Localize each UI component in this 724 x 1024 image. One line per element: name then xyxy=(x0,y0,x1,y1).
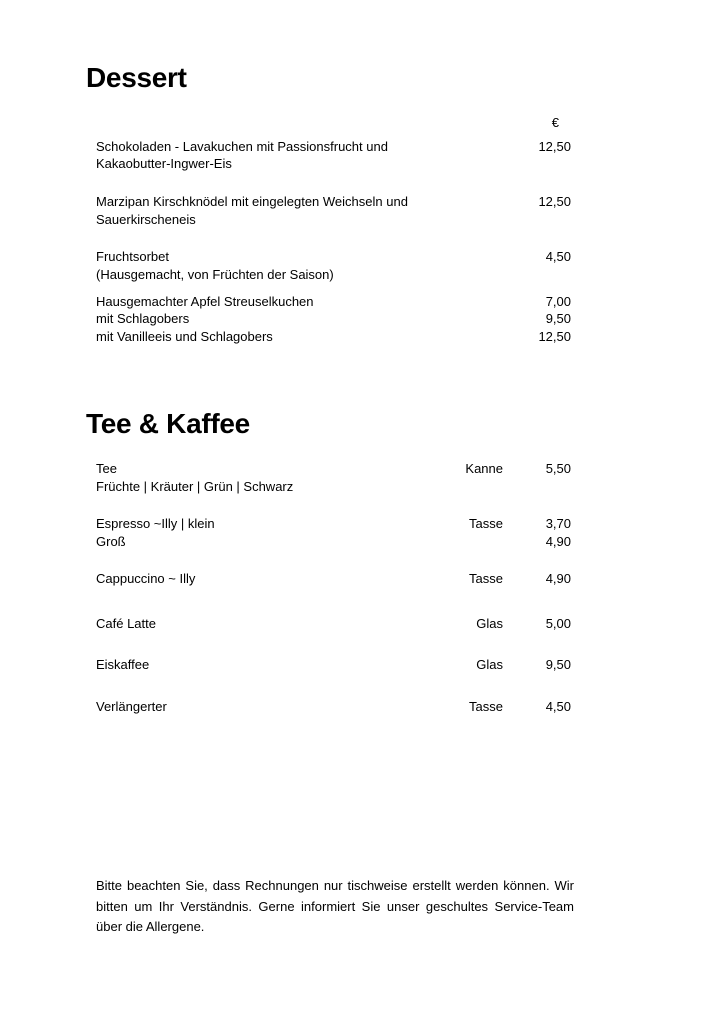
menu-item-variant: mit Vanilleeis und Schlagobers xyxy=(96,329,273,344)
menu-item-description: Früchte | Kräuter | Grün | Schwarz xyxy=(96,479,294,494)
menu-item-unit: Tasse xyxy=(469,516,503,531)
section-title-drinks: Tee & Kaffee xyxy=(86,408,250,439)
menu-item-name: Schokoladen - Lavakuchen mit Passionsfrucht und xyxy=(96,139,388,154)
menu-item-price: 4,50 xyxy=(545,249,571,264)
menu-item-name: Eiskaffee xyxy=(96,657,150,672)
menu-item-unit: Kanne xyxy=(465,461,503,476)
section-title-dessert: Dessert xyxy=(86,62,187,93)
menu-item-price: 4,90 xyxy=(545,534,571,549)
menu-item-unit: Tasse xyxy=(469,699,503,714)
menu-item-unit: Tasse xyxy=(469,571,503,586)
menu-item-name: Tee xyxy=(96,461,117,476)
menu-item-description: Sauerkirscheneis xyxy=(96,212,196,227)
menu-item-name: Café Latte xyxy=(96,616,156,631)
menu-item-price: 12,50 xyxy=(538,329,571,344)
menu-item-price: 9,50 xyxy=(545,657,571,672)
menu-item-price: 3,70 xyxy=(545,516,571,531)
menu-item-description: (Hausgemacht, von Früchten der Saison) xyxy=(96,267,334,282)
menu-item-name: Hausgemachter Apfel Streuselkuchen xyxy=(96,294,314,309)
menu-item-variant: Groß xyxy=(96,534,126,549)
menu-item-name: Marzipan Kirschknödel mit eingelegten Weichseln und xyxy=(96,194,408,209)
menu-item-description: Kakaobutter-Ingwer-Eis xyxy=(96,156,232,171)
menu-item-price: 12,50 xyxy=(538,194,571,209)
menu-item-variant: mit Schlagobers xyxy=(96,311,190,326)
footer-note: Bitte beachten Sie, dass Rechnungen nur tischweise erstellt werden können. Wir bitten um Ihr Verständnis. Gerne informiert Sie unser geschultes Service-Team über die Allergene. xyxy=(96,878,574,934)
menu-item-price: 4,90 xyxy=(545,571,571,586)
menu-item-price: 4,50 xyxy=(545,699,571,714)
menu-item-unit: Glas xyxy=(476,657,503,672)
menu-item-unit: Glas xyxy=(476,616,503,631)
menu-item-price: 9,50 xyxy=(545,311,571,326)
menu-item-name: Espresso ~Illy | klein xyxy=(96,516,215,531)
menu-item-name: Verlängerter xyxy=(96,699,167,714)
menu-item-price: 12,50 xyxy=(538,139,571,154)
menu-item-name: Fruchtsorbet xyxy=(96,249,169,264)
currency-label: € xyxy=(551,115,559,130)
menu-item-price: 5,00 xyxy=(545,616,571,631)
menu-item-price: 7,00 xyxy=(545,294,571,309)
menu-item-price: 5,50 xyxy=(545,461,571,476)
menu-item-name: Cappuccino ~ Illy xyxy=(96,571,196,586)
